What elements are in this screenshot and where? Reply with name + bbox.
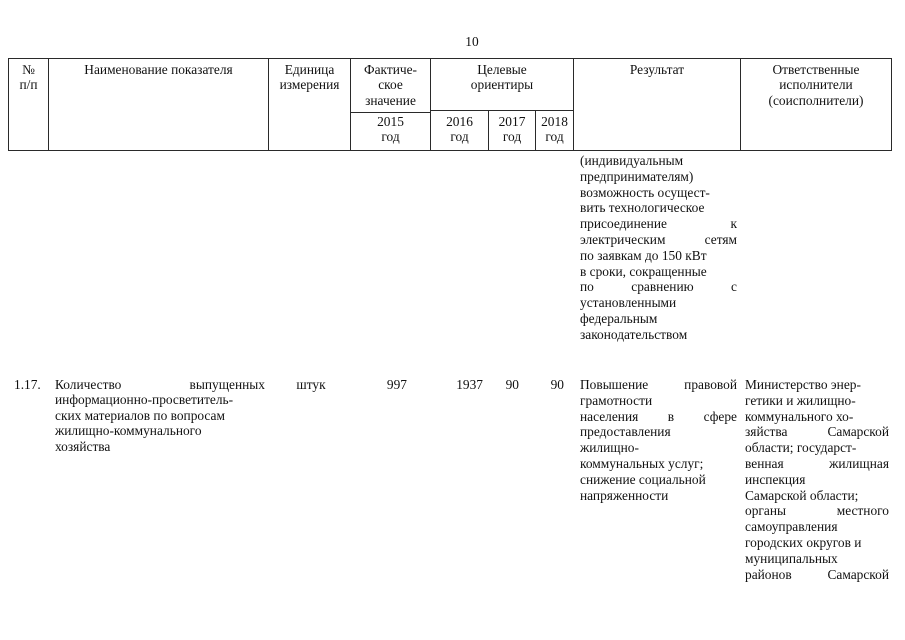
row-value-2015: 997: [386, 377, 407, 392]
result-line: федеральным: [580, 310, 658, 326]
result-line: (индивидуальным: [580, 153, 684, 168]
year-label: 2017: [498, 114, 526, 129]
result-line: Повышение правовой: [580, 377, 737, 392]
name-line: ских материалов по вопросам: [55, 407, 225, 423]
result-line: установленными: [580, 295, 677, 311]
year-label: 2018: [541, 114, 568, 129]
header-year-2017: [489, 114, 535, 145]
header-num-line: №: [22, 62, 35, 77]
header-fact: [351, 62, 430, 108]
table-top-border: [8, 58, 892, 59]
header-num: [9, 62, 48, 93]
result-line: напряженности: [580, 487, 669, 503]
row-value-2016: 1937: [456, 377, 483, 392]
year-unit: год: [450, 129, 469, 145]
header-responsible-line: Ответственные: [772, 62, 860, 77]
result-line: коммунальных услуг;: [580, 455, 704, 471]
header-responsible: [741, 62, 891, 108]
result-line: вить технологическое: [580, 200, 705, 216]
responsible-line: коммунального хо-: [745, 408, 854, 424]
responsible-line: области; государст-: [745, 440, 857, 456]
result-line: предоставления: [580, 424, 671, 440]
name-line: жилищно-коммунального: [55, 423, 202, 439]
header-targets-line: Целевые: [477, 62, 527, 77]
year-label: 2015: [377, 114, 404, 129]
name-line: хозяйства: [55, 438, 111, 454]
result-line: по сравнению с: [580, 279, 737, 295]
header-year-2015: [351, 114, 430, 145]
row-result: [580, 377, 737, 503]
year-unit: год: [502, 129, 522, 145]
responsible-line: самоуправления: [745, 519, 838, 535]
result-line: возможность осущест-: [580, 184, 710, 200]
result-line: присоединение к: [580, 216, 737, 232]
header-unit-line: измерения: [279, 77, 340, 93]
responsible-line: органы местного: [745, 503, 889, 519]
row-num: 1.17.: [14, 377, 41, 392]
header-num-line: п/п: [19, 77, 38, 93]
result-line: законодательством: [580, 326, 688, 342]
header-year-2016: [431, 114, 488, 145]
responsible-line: зяйства Самарской: [745, 424, 889, 440]
col-border: [891, 58, 892, 151]
responsible-line: венная жилищная: [745, 455, 889, 471]
header-fact-line: ское: [378, 77, 403, 93]
responsible-line: городских округов и: [745, 534, 862, 550]
row-name: [55, 377, 265, 454]
result-line: населения в сфере: [580, 408, 737, 424]
result-line: электрическим сетям: [580, 231, 737, 247]
result-line: грамотности: [580, 392, 653, 408]
result-line: снижение социальной: [580, 471, 706, 487]
responsible-line: муниципальных: [745, 550, 838, 566]
header-targets: [431, 62, 573, 93]
year-unit: год: [381, 129, 400, 145]
header-result: Результат: [629, 62, 685, 77]
header-responsible-line: (соисполнители): [768, 92, 864, 108]
continued-result-cell: [580, 153, 737, 343]
page-number: 10: [465, 34, 479, 49]
header-targets-line: ориентиры: [470, 77, 534, 93]
result-line: жилищно-: [580, 440, 639, 456]
year-label: 2016: [446, 114, 473, 129]
year-unit: год: [545, 129, 564, 145]
header-name: Наименование показателя: [84, 62, 233, 77]
name-line: информационно-просветитель-: [55, 392, 234, 408]
row-responsible: [745, 377, 889, 582]
header-bottom-border: [8, 150, 892, 151]
header-unit: [269, 62, 350, 93]
row-unit: штук: [296, 377, 326, 392]
fact-subheader-divider: [351, 112, 430, 113]
year-subheader-divider: [430, 110, 573, 111]
result-line: по заявкам до 150 кВт: [580, 247, 707, 263]
row-value-2018: 90: [550, 377, 564, 392]
result-line: в сроки, сокращенные: [580, 263, 707, 279]
header-fact-line: Фактиче-: [363, 62, 417, 77]
result-line: предпринимателям): [580, 168, 694, 184]
responsible-line: районов Самарской: [745, 566, 889, 582]
header-fact-line: значение: [365, 92, 416, 108]
header-unit-line: Единица: [284, 62, 335, 77]
responsible-line: Министерство энер-: [745, 377, 861, 392]
name-line: Количество выпущенных: [55, 377, 265, 392]
responsible-line: гетики и жилищно-: [745, 392, 856, 408]
header-year-2018: [536, 114, 573, 145]
row-value-2017: 90: [505, 377, 519, 392]
responsible-line: Самарской области;: [745, 487, 859, 503]
header-responsible-line: исполнители: [779, 77, 853, 93]
responsible-line: инспекция: [745, 471, 806, 487]
